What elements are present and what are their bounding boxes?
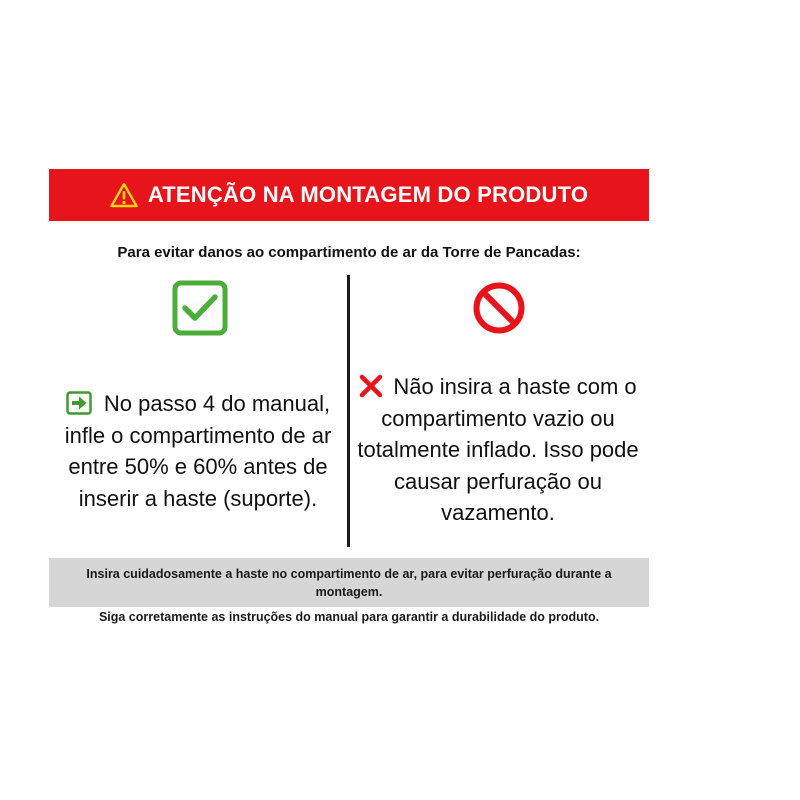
dont-instruction	[352, 371, 644, 529]
cross-icon	[359, 374, 383, 398]
caution-note-box	[49, 558, 649, 607]
warning-banner	[49, 169, 649, 221]
caution-note: Insira cuidadosamente a haste no compartimento de ar, para evitar perfuração durante a montagem.	[86, 566, 612, 599]
banner-title: ATENÇÃO NA MONTAGEM DO PRODUTO	[147, 182, 589, 207]
do-instruction	[50, 388, 346, 514]
arrow-right-icon	[66, 391, 92, 415]
check-icon	[172, 280, 228, 336]
subtitle: Para evitar danos ao compartimento de ar da Torre de Pancadas:	[117, 244, 581, 261]
dont-instruction-text: Não insira a haste com o compartimento vazio ou totalmente inflado. Isso pode causar perfuração ou vazamento.	[357, 374, 639, 525]
do-instruction-text: No passo 4 do manual, infle o compartimento de ar entre 50% e 60% antes de inserir a haste (suporte).	[64, 391, 332, 511]
footer-note: Siga corretamente as instruções do manual para garantir a durabilidade do produto.	[98, 610, 600, 624]
warning-icon	[110, 182, 138, 208]
prohibited-icon	[472, 281, 526, 335]
column-divider	[347, 275, 350, 547]
